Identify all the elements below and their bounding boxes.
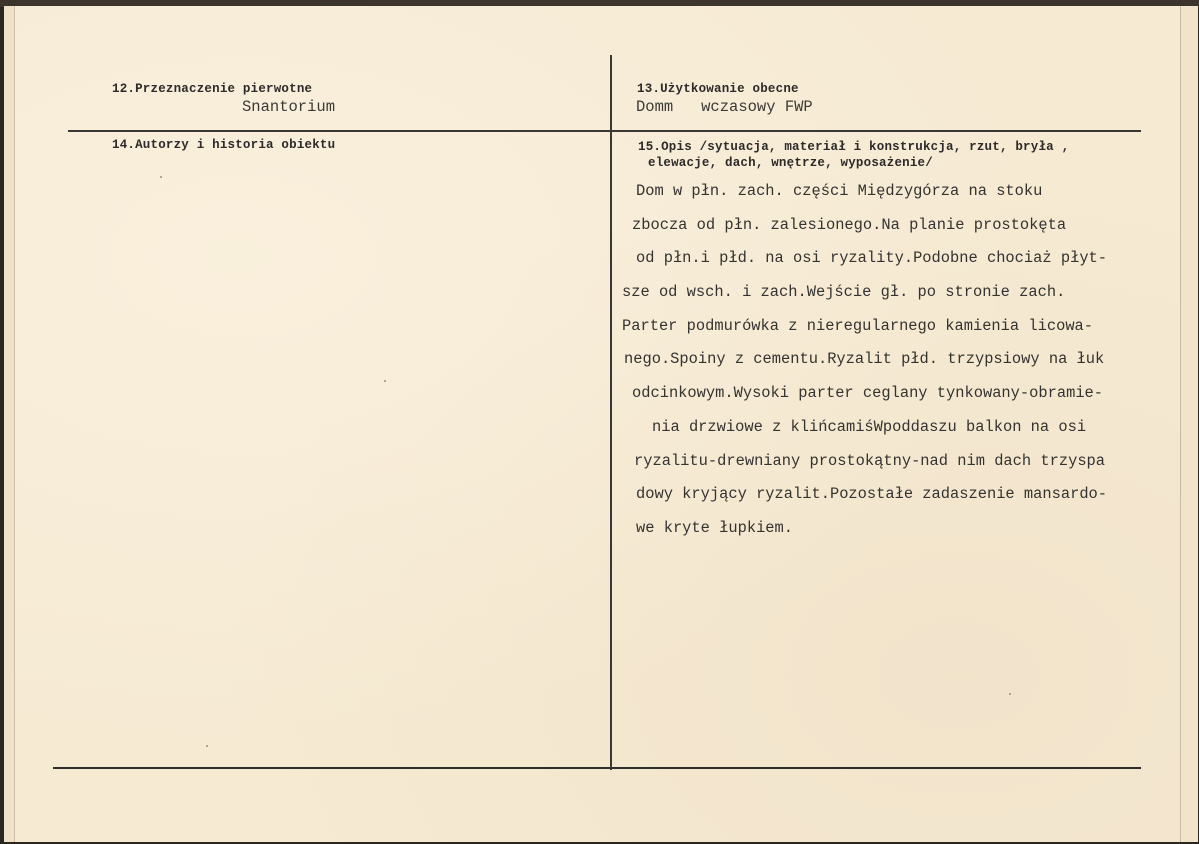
field-15-label: 15.Opis /sytuacja, materiał i konstrukcja, rzut, bryła , [638,140,1070,154]
field-12-value: Snantorium [242,98,336,116]
description-line: odcinkowym.Wysoki parter ceglany tynkowany-obramie- [632,384,1104,403]
field-15-description [622,178,1142,549]
field-14-label: 14.Autorzy i historia obiektu [112,138,336,152]
card-right-edge [1180,6,1198,842]
field-13-label: 13.Użytkowanie obecne [637,82,799,96]
description-line: od płn.i płd. na osi ryzality.Podobne chociaż płyt- [636,249,1108,268]
description-line: Parter podmurówka z nieregularnego kamienia licowa- [622,316,1094,335]
form-divider-horizontal-top [68,130,1141,132]
field-12-label: 12.Przeznaczenie pierwotne [112,82,313,96]
paper-speck [384,380,386,382]
form-divider-horizontal-bottom [53,767,1141,769]
description-line: dowy kryjący ryzalit.Pozostałe zadaszenie mansardo- [636,485,1108,504]
field-15-label-continued: elewacje, dach, wnętrze, wyposażenie/ [648,156,933,170]
paper-speck [206,745,208,747]
description-line: nego.Spoiny z cementu.Ryzalit płd. trzypsiowy na łuk [624,350,1105,369]
description-line: zbocza od płn. zalesionego.Na planie prostokęta [632,215,1067,234]
form-divider-vertical [610,55,612,770]
field-13-value: Domm wczasowy FWP [636,98,813,116]
description-line: we kryte łupkiem. [636,518,794,537]
card-left-edge [4,6,15,842]
paper-speck [1009,693,1011,695]
description-line: nia drzwiowe z klińcamiśWpoddaszu balkon na osi [652,417,1087,436]
description-line: Dom w płn. zach. części Międzygórza na stoku [636,182,1043,200]
description-line: ryzalitu-drewniany prostokątny-nad nim dach trzyspa [634,451,1106,470]
description-line: sze od wsch. i zach.Wejście gł. po stronie zach. [622,283,1066,302]
paper-speck [160,176,162,178]
